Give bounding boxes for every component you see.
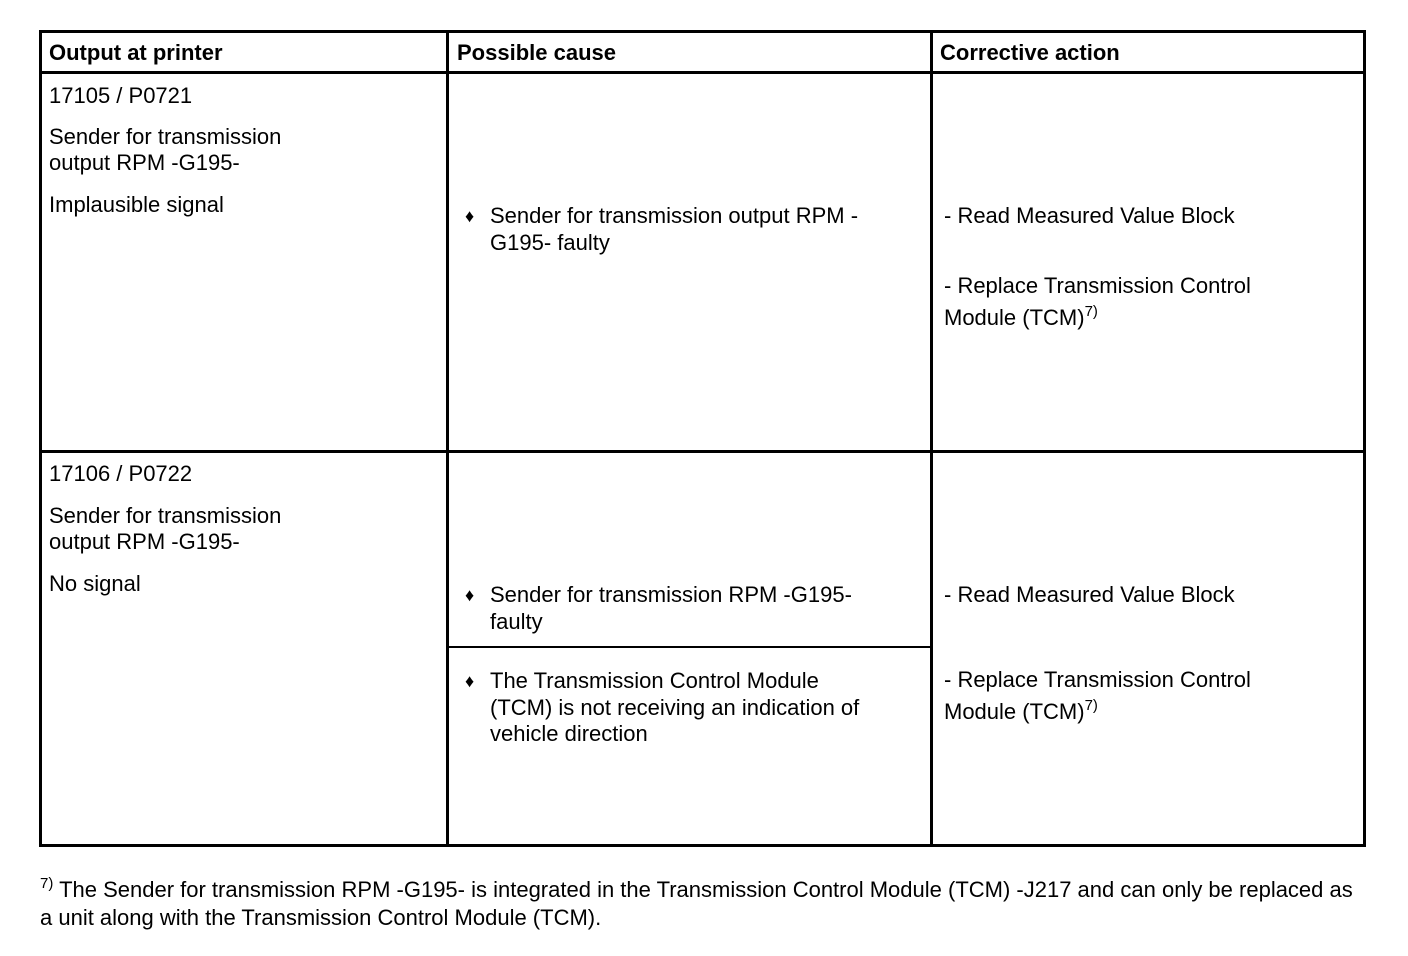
row2-footnote-ref: 7) <box>1084 697 1098 714</box>
table-left-border <box>39 30 42 847</box>
row2-condition: No signal <box>49 571 141 596</box>
cause-divider <box>448 646 932 648</box>
bullet-icon: ♦ <box>465 671 475 691</box>
row2-sender-line2: output RPM -G195- <box>49 529 240 554</box>
row2-action2-line1: - Replace Transmission Control <box>944 667 1251 692</box>
bullet-icon: ♦ <box>465 206 475 226</box>
row1-action2-line2 <box>944 305 1098 331</box>
row1-sender-line2: output RPM -G195- <box>49 150 240 175</box>
table-right-border <box>1363 30 1366 847</box>
footnote-marker: 7) <box>40 875 54 892</box>
row2-cause1-line1: Sender for transmission RPM -G195- <box>490 582 852 607</box>
row1-action1: - Read Measured Value Block <box>944 203 1235 228</box>
table-top-border <box>39 30 1366 33</box>
row2-cause1-line2: faulty <box>490 609 543 634</box>
column-divider-2 <box>930 30 933 847</box>
row2-action2-line2 <box>944 699 1098 725</box>
row1-footnote-ref: 7) <box>1084 303 1098 320</box>
row1-sender-line1: Sender for transmission <box>49 124 282 149</box>
row2-sender-line1: Sender for transmission <box>49 503 282 528</box>
header-bottom-border <box>39 71 1366 74</box>
header-output: Output at printer <box>49 40 223 65</box>
header-action: Corrective action <box>940 40 1120 65</box>
row2-cause2-line3: vehicle direction <box>490 721 648 746</box>
column-divider-1 <box>446 30 449 847</box>
row2-action1: - Read Measured Value Block <box>944 582 1235 607</box>
row2-action2-text: Module (TCM) <box>944 699 1085 724</box>
row1-cause1-line1: Sender for transmission output RPM - <box>490 203 859 228</box>
footnote-text: The Sender for transmission RPM -G195- is integrated in the Transmission Control Module (TCM) -J217 and can only be replaced as a unit along with the Transmission Control Module (TCM). <box>40 877 1353 930</box>
bullet-icon: ♦ <box>465 585 475 605</box>
row1-action2-text: Module (TCM) <box>944 305 1085 330</box>
row2-cause2-line2: (TCM) is not receiving an indication of <box>490 695 860 720</box>
row2-code: 17106 / P0722 <box>49 461 193 486</box>
row2-cause2-line1: The Transmission Control Module <box>490 668 819 693</box>
table-bottom-border <box>39 844 1366 847</box>
row1-action2-line1: - Replace Transmission Control <box>944 273 1251 298</box>
header-cause: Possible cause <box>457 40 616 65</box>
row-divider <box>39 450 1366 453</box>
row1-cause1-line2: G195- faulty <box>490 230 610 255</box>
row1-condition: Implausible signal <box>49 192 224 217</box>
row1-code: 17105 / P0721 <box>49 83 193 108</box>
footnote <box>40 876 1360 932</box>
